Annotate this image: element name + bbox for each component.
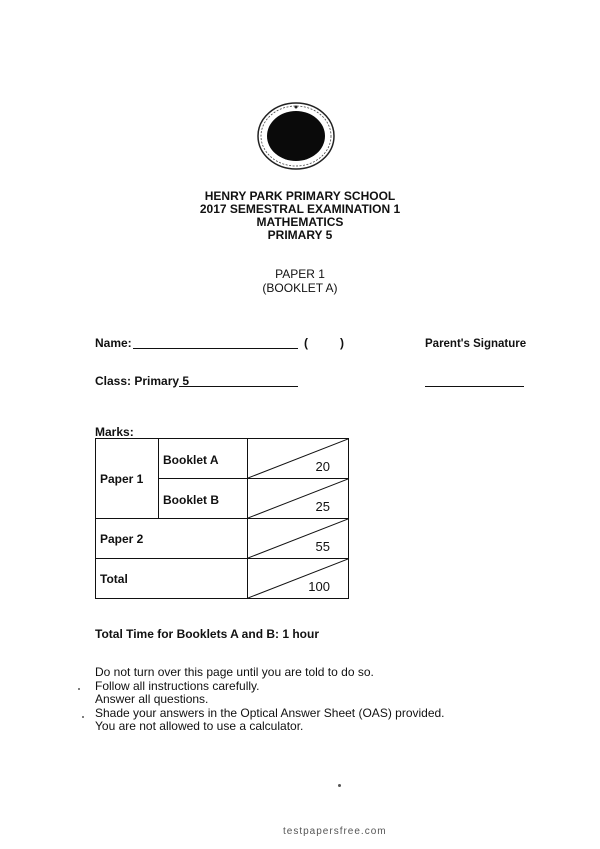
total-cell bbox=[96, 559, 248, 599]
marks-table bbox=[95, 438, 349, 599]
subject-title: MATHEMATICS bbox=[256, 215, 344, 229]
booklet-a-label: Booklet A bbox=[163, 453, 219, 467]
total-score-cell bbox=[248, 559, 349, 599]
class-line bbox=[179, 386, 298, 387]
index-paren-open: ( bbox=[304, 336, 308, 350]
index-paren-close: ) bbox=[340, 336, 344, 350]
paper-title: PAPER 1 bbox=[275, 267, 325, 281]
scan-speck bbox=[82, 716, 84, 718]
total-label: Total bbox=[100, 571, 128, 586]
paper1-label: Paper 1 bbox=[100, 471, 144, 486]
footer-watermark: testpapersfree.com bbox=[283, 826, 387, 837]
score-diagonal bbox=[248, 559, 348, 598]
booklet-title: (BOOKLET A) bbox=[262, 281, 338, 295]
booklet-b-cell bbox=[159, 479, 248, 519]
school-seal-logo bbox=[256, 102, 336, 170]
score-diagonal bbox=[248, 519, 348, 558]
signature-line bbox=[425, 386, 524, 387]
booklet-b-label: Booklet B bbox=[163, 493, 220, 507]
booklet-b-total: 25 bbox=[315, 499, 330, 514]
paper2-score-cell bbox=[248, 519, 349, 559]
time-note: Total Time for Booklets A and B: 1 hour bbox=[95, 627, 320, 641]
booklet-a-total: 20 bbox=[315, 459, 330, 474]
school-name: HENRY PARK PRIMARY SCHOOL bbox=[204, 189, 396, 203]
exam-title: 2017 SEMESTRAL EXAMINATION 1 bbox=[199, 202, 401, 216]
booklet-b-score-cell bbox=[248, 479, 349, 519]
paper2-cell bbox=[96, 519, 248, 559]
paper2-label: Paper 2 bbox=[100, 531, 144, 546]
booklet-a-score-cell bbox=[248, 439, 349, 479]
parent-signature-label: Parent's Signature bbox=[425, 338, 527, 350]
instruction-item: You are not allowed to use a calculator. bbox=[95, 719, 304, 734]
scan-speck bbox=[338, 784, 341, 787]
instruction-item: Follow all instructions carefully. bbox=[95, 678, 260, 693]
paper1-cell bbox=[96, 439, 159, 519]
score-diagonal bbox=[248, 479, 348, 518]
instruction-item: Do not turn over this page until you are told to do so. bbox=[95, 665, 374, 679]
marks-label: Marks: bbox=[95, 425, 134, 439]
name-label: Name: bbox=[95, 336, 132, 350]
instruction-item: Shade your answers in the Optical Answer Sheet (OAS) provided. bbox=[95, 705, 445, 720]
total-total: 100 bbox=[308, 579, 330, 594]
scan-speck bbox=[78, 688, 80, 690]
instruction-item: Answer all questions. bbox=[95, 692, 209, 707]
booklet-a-cell bbox=[159, 439, 248, 479]
paper2-total: 55 bbox=[315, 539, 330, 554]
instructions bbox=[95, 666, 445, 734]
score-diagonal bbox=[248, 439, 348, 478]
name-line bbox=[133, 348, 298, 349]
level-title: PRIMARY 5 bbox=[267, 228, 333, 242]
class-label: Class: Primary 5 bbox=[95, 374, 190, 388]
